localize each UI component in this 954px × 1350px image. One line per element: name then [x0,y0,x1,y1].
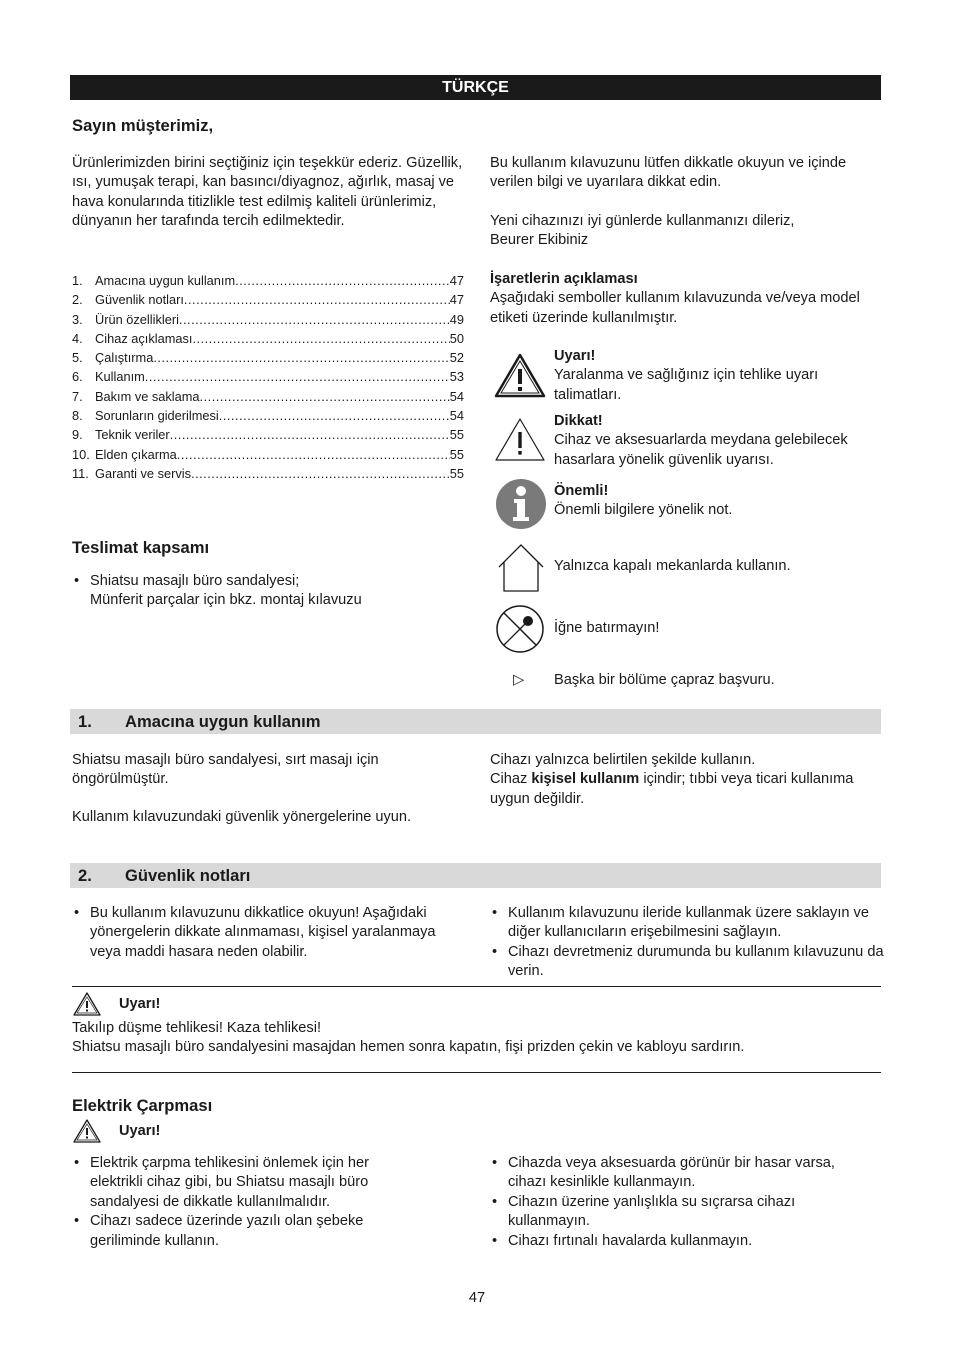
wish-text [490,212,870,251]
warning-symbol-title: Uyarı! [554,348,596,364]
list-item [72,572,468,611]
trip-warning-text [72,1019,881,1058]
section-1-title: Amacına uygun kullanım [125,712,321,731]
symbols-title: İşaretlerin açıklaması [490,271,638,287]
page-number: 47 [468,1290,486,1306]
greeting-title: Sayın müşterimiz, [72,116,214,135]
toc-entry [72,406,464,425]
toc-entry [72,329,464,348]
usage-line-1: Cihazı yalnızca belirtilen şekilde kullanın. [490,752,756,768]
usage-post: içindir; tıbbi veya ticari kullanıma uygun değildir. [490,771,854,807]
toc-page: 49 [449,311,464,327]
toc-entry [72,290,464,309]
toc-number: 1. [72,273,83,288]
trip-warning-label: Uyarı! [119,996,161,1012]
toc-leader [177,445,450,464]
toc-leader [235,271,450,290]
toc-page: 47 [449,273,464,288]
list-item: • Cihazda veya aksesuarda görünür bir hasar varsa, cihazı kesinlikle kullanmayın. [490,1154,875,1193]
toc-entry [72,425,464,444]
electric-list-right [490,1154,875,1251]
list-item: • Cihazı devretmeniz durumunda bu kullanım kılavuzunu da verin. [490,943,886,982]
toc-page: 47 [449,292,464,308]
toc-leader [179,310,450,329]
indoor-symbol-text: Yalnızca kapalı mekanlarda kullanın. [554,558,791,574]
toc-page: 55 [449,446,464,462]
note-symbol-text [554,482,884,521]
electric-list-left [72,1154,417,1251]
warning-symbol-text [554,347,884,405]
section-1-number: 1. [78,712,92,731]
list-item: • Elektrik çarpma tehlikesini önlemek için her elektrikli cihaz gibi, bu Shiatsu masajlı büro sandalyesi de dikkatle kullanılmalıdır. [72,1154,417,1212]
caution-symbol-title: Dikkat! [554,413,603,429]
toc-number: 6. [72,369,83,385]
section-2-header [70,863,881,888]
toc-leader [191,464,450,483]
toc-number: 10. [72,446,90,462]
list-item: • Bu kullanım kılavuzunu dikkatlice okuyun! Aşağıdaki yönergelerin dikkate alınmaması, kişisel yaralanmaya veya maddi hasara neden olabilir. [72,904,464,962]
delivery-item-line-1: Shiatsu masajlı büro sandalyesi; [90,573,300,589]
safety-guidelines-text: Kullanım kılavuzundaki güvenlik yönergelerine uyun. [72,809,412,825]
note-symbol-title: Önemli! [554,483,609,499]
toc-title: Cihaz açıklaması [95,330,193,346]
toc-leader [170,425,450,444]
safety-list-right [490,904,886,982]
toc-entry [72,367,464,386]
toc-page: 53 [449,369,464,385]
section-2-number: 2. [78,866,92,885]
toc-leader [200,387,450,406]
read-manual-paragraph: Bu kullanım kılavuzunu lütfen dikkatle okuyun ve içinde verilen bilgi ve uyarılara dikkat edin. [490,155,847,191]
toc-number: 3. [72,311,83,327]
toc-entry [72,310,464,329]
toc-title: Sorunların giderilmesi [95,408,219,424]
toc-page: 52 [449,350,464,366]
section-1-header [70,709,881,734]
toc-leader [184,290,450,309]
symbols-intro: Aşağıdaki semboller kullanım kılavuzunda ve/veya model etiketi üzerinde kullanılmıştır. [490,290,860,326]
toc-number: 11. [72,465,89,481]
toc-number: 5. [72,350,83,366]
personal-use-emphasis: kişisel kullanım [531,771,640,788]
intended-use-text: Shiatsu masajlı büro sandalyesi, sırt masajı için öngörülmüştür. [72,752,379,788]
list-item: • Cihazın üzerine yanlışlıkla su sıçrarsa cihazı kullanmayın. [490,1193,875,1232]
note-symbol-description: Önemli bilgilere yönelik not. [554,502,733,519]
toc-leader [192,329,449,348]
delivery-list [72,572,468,611]
symbols-block [490,270,870,328]
toc-leader [153,348,449,367]
toc-number: 2. [72,292,83,308]
toc-title: Teknik veriler [95,427,170,443]
wish-line-2: Beurer Ekibiniz [490,232,589,249]
trip-warning-line-2: Shiatsu masajlı büro sandalyesini masajdan hemen sonra kapatın, fişi prizden çekin ve kabloyu sardırın. [72,1039,745,1056]
toc-number: 4. [72,330,83,346]
divider [72,1072,881,1073]
toc-title: Elden çıkarma [95,446,177,462]
toc-entry [72,445,464,464]
toc-number: 8. [72,408,83,424]
delivery-title: Teslimat kapsamı [72,538,210,557]
toc-leader [145,367,450,386]
cross-reference-text: Başka bir bölüme çapraz başvuru. [554,672,775,688]
divider [72,986,881,987]
trip-warning-line-1: Takılıp düşme tehlikesi! Kaza tehlikesi! [72,1020,322,1036]
warning-triangle-icon [494,352,546,404]
indoor-house-icon [495,543,547,599]
table-of-contents [72,271,464,483]
toc-entry [72,387,464,406]
warning-symbol-description: Yaralanma ve sağlığınız için tehlike uyarı talimatları. [554,367,819,403]
usage-restriction-text [490,751,860,809]
caution-symbol-text [554,412,884,470]
toc-number: 7. [72,388,83,404]
toc-page: 54 [449,408,464,424]
greeting-paragraph: Ürünlerimizden birini seçtiğiniz için teşekkür ederiz. Güzellik, ısı, yumuşak terapi, kan basıncı/diyagnoz, ağırlık, masaj ve hava konularında titizlikle test edilmiş kaliteli ürünlerimiz, dünyanın her tarafında tercih edilmektedir. [72,155,463,230]
caution-symbol-description: Cihaz ve aksesuarlarda meydana gelebilecek hasarlara yönelik güvenlik uyarısı. [554,432,848,468]
toc-page: 55 [449,465,464,481]
caution-triangle-icon [494,416,546,468]
toc-page: 54 [449,388,464,404]
toc-entry [72,464,464,483]
toc-page: 55 [449,427,464,443]
section-2-title: Güvenlik notları [125,866,251,885]
small-warning-triangle-icon [72,1118,102,1150]
toc-title: Bakım ve saklama [95,388,200,404]
toc-title: Kullanım [95,369,145,385]
language-header: TÜRKÇE [70,75,881,100]
list-item: • Cihazı fırtınalı havalarda kullanmayın. [490,1232,875,1251]
info-icon [495,478,547,536]
electric-shock-title: Elektrik Çarpması [72,1096,213,1115]
list-item: • Cihazı sadece üzerinde yazılı olan şebeke geriliminde kullanın. [72,1212,417,1251]
toc-entry [72,348,464,367]
delivery-item-line-2: Münferit parçalar için bkz. montaj kılavuzu [90,592,362,609]
usage-pre: Cihaz [490,771,532,788]
toc-entry [72,271,464,290]
list-item: • Kullanım kılavuzunu ileride kullanmak üzere saklayın ve diğer kullanıcıların erişebilmesini sağlayın. [490,904,886,943]
toc-title: Amacına uygun kullanım [95,273,236,288]
toc-title: Ürün özellikleri [95,311,179,327]
wish-line-1: Yeni cihazınızı iyi günlerde kullanmanızı dileriz, [490,213,795,229]
toc-title: Çalıştırma [95,350,154,366]
no-pins-symbol-text: İğne batırmayın! [554,620,660,636]
no-pins-icon [495,604,545,660]
electric-warning-label: Uyarı! [119,1123,161,1139]
toc-title: Güvenlik notları [95,292,184,308]
safety-list-left [72,904,464,962]
cross-reference-arrow-icon: ▷ [513,672,525,688]
toc-title: Garanti ve servis [95,465,192,481]
toc-number: 9. [72,427,83,443]
toc-page: 50 [449,330,464,346]
toc-leader [219,406,450,425]
